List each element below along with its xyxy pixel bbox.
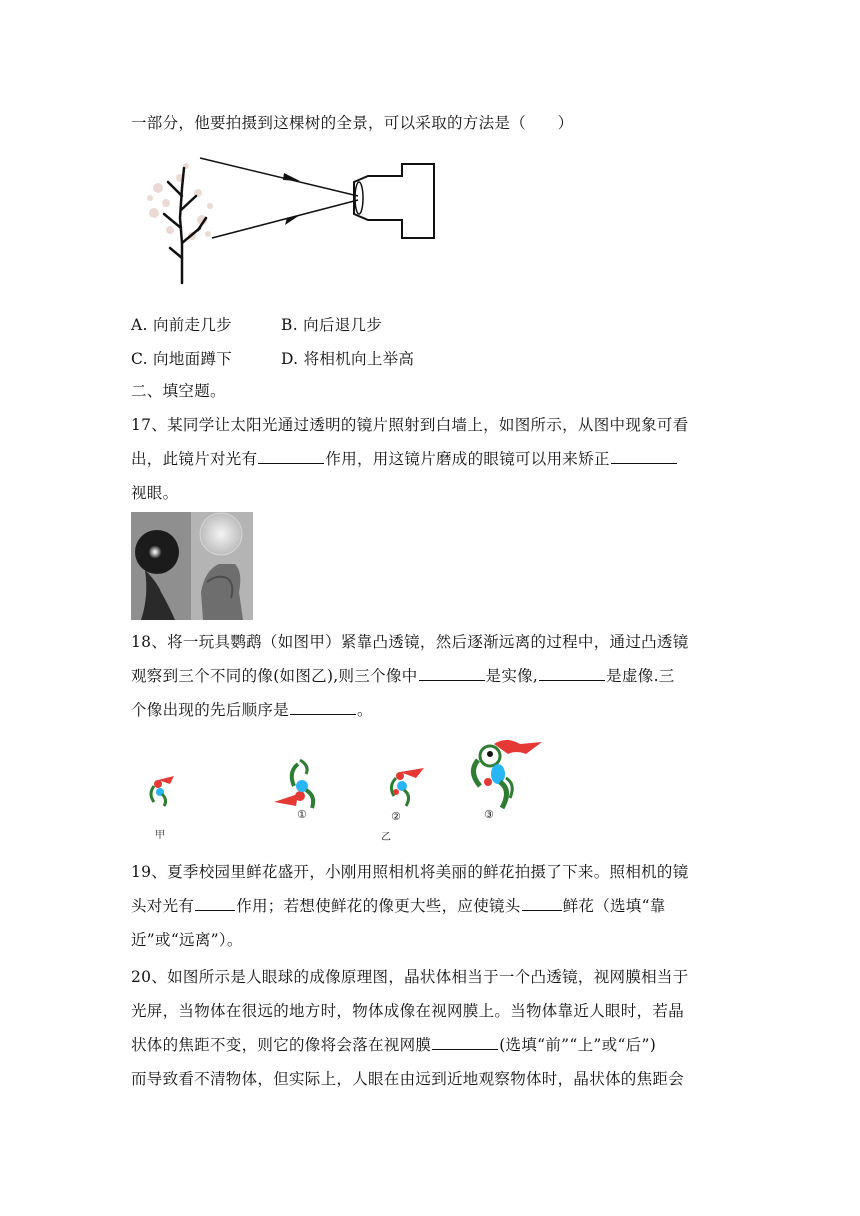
- q19-text: 作用；若想使鲜花的像更大些，应使镜头: [236, 897, 521, 915]
- q19-line-2: [131, 896, 666, 916]
- section-title: 二、填空题。: [131, 382, 226, 400]
- parrot-image-1: [270, 756, 336, 812]
- q17-text: 作用，用这镜片磨成的眼镜可以用来矫正: [325, 450, 610, 468]
- q19-blank-1[interactable]: [195, 896, 235, 911]
- q18-line-1: 18、将一玩具鹦鹉（如图甲）紧靠凸透镜，然后逐渐远离的过程中，通过凸透镜: [131, 633, 689, 651]
- q18-text: 个像出现的先后顺序是: [131, 701, 290, 719]
- label-jia: 甲: [155, 830, 165, 841]
- q16-options-row-1: [131, 315, 382, 335]
- q20-line-3: [131, 1035, 656, 1055]
- q18-text: 观察到三个不同的像(如图乙),则三个像中: [131, 667, 418, 685]
- label-yi: 乙: [381, 832, 391, 843]
- q19-line-3: 近”或“远离”）。: [131, 931, 243, 949]
- q18-blank-2[interactable]: [539, 666, 605, 681]
- option-b[interactable]: B. 向后退几步: [281, 316, 383, 334]
- q18-text: 是虚像.三: [606, 667, 675, 685]
- label-image-2: ②: [391, 810, 401, 823]
- q19-text: 鲜花（选填“靠: [562, 897, 666, 915]
- q18-text: 是实像,: [485, 667, 539, 685]
- q19-text: 头对光有: [131, 897, 195, 915]
- lens-wall-photo: [131, 512, 253, 620]
- q20-text: 状体的焦距不变，则它的像将会落在视网膜: [131, 1036, 432, 1054]
- q18-line-3: [131, 700, 373, 720]
- q17-line-3: 视眼。: [131, 484, 179, 502]
- parrot-image-2: [382, 764, 430, 808]
- label-image-3: ③: [484, 808, 494, 821]
- q17-blank-2[interactable]: [611, 449, 677, 464]
- q17-blank-1[interactable]: [258, 449, 324, 464]
- q18-blank-3[interactable]: [290, 700, 356, 715]
- q20-line-2: 光屏，当物体在很远的地方时，物体成像在视网膜上。当物体靠近人眼时，若晶: [131, 1002, 685, 1020]
- q19-blank-2[interactable]: [522, 896, 562, 911]
- q16-stem: 一部分，他要拍摄到这棵树的全景，可以采取的方法是（ ）: [131, 114, 574, 132]
- q16-options-row-2: [131, 349, 414, 369]
- q18-text: 。: [357, 701, 373, 719]
- q19-line-1: 19、夏季校园里鲜花盛开，小刚用照相机将美丽的鲜花拍摄了下来。照相机的镜: [131, 863, 689, 881]
- label-image-1: ①: [297, 808, 307, 821]
- option-a[interactable]: A. 向前走几步: [131, 316, 232, 334]
- parrot-image-3: [466, 738, 546, 810]
- q20-blank-1[interactable]: [432, 1035, 498, 1050]
- q20-line-4: 而导致看不清物体，但实际上，人眼在由远到近地观察物体时，晶状体的焦距会: [131, 1070, 685, 1088]
- q17-text: 出，此镜片对光有: [131, 450, 258, 468]
- camera-tree-diagram: [140, 148, 440, 288]
- option-d[interactable]: D. 将相机向上举高: [281, 350, 415, 368]
- option-c[interactable]: C. 向地面蹲下: [131, 350, 233, 368]
- q17-line-1: 17、某同学让太阳光通过透明的镜片照射到白墙上，如图所示，从图中现象可看: [131, 416, 689, 434]
- q17-line-2: [131, 449, 678, 469]
- q18-blank-1[interactable]: [419, 666, 485, 681]
- q18-line-2: [131, 666, 675, 686]
- q20-text: (选填“前”“上”或“后”): [499, 1036, 657, 1054]
- parrot-jia-figure: [144, 772, 184, 808]
- q20-line-1: 20、如图所示是人眼球的成像原理图，晶状体相当于一个凸透镜，视网膜相当于: [131, 968, 689, 986]
